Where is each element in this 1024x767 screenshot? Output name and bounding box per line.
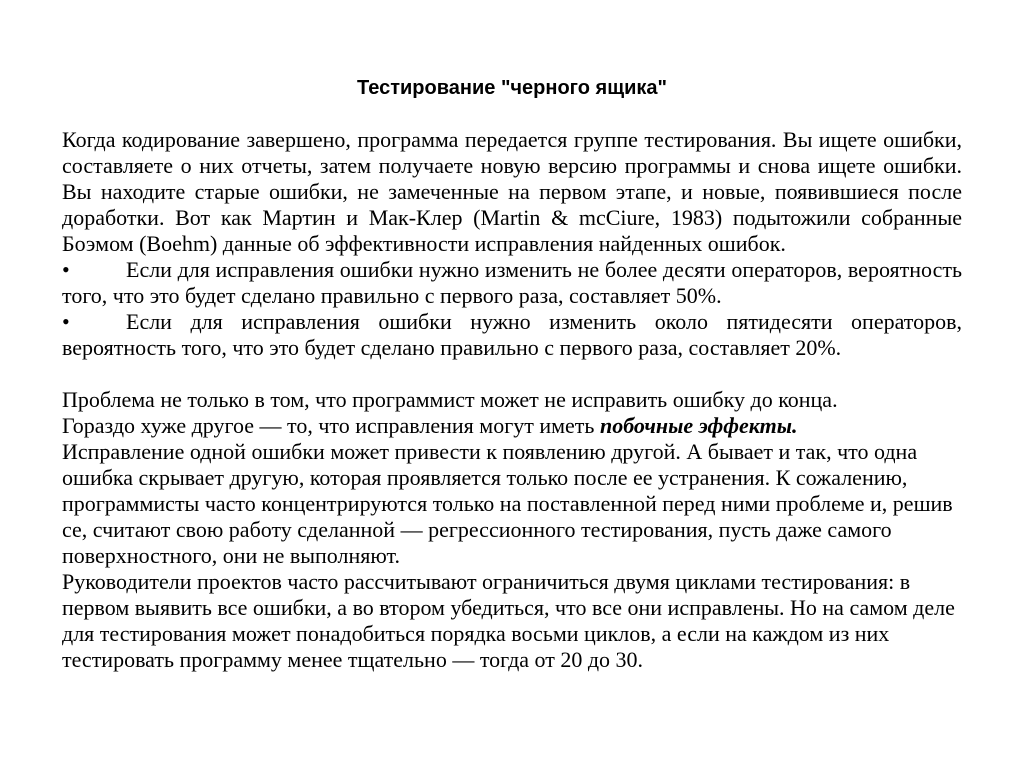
managers-paragraph: Руководители проектов часто рассчитывают ограничиться двумя циклами тестирования: в первом выявить все ошибки, а во втором убедиться, что все они исправлены. Но на самом деле для тестирования может понадобиться порядка восьми циклов, а если на каждом из них тестировать программу менее тщательно — тогда от 20 до 30. (62, 569, 955, 672)
problem-rest: Исправление одной ошибки может привести к появлению другой. А бывает и так, что одна ошибка скрывает другую, которая проявляется только после ее устранения. К сожалению, программисты часто концентрируются только на поставленной перед ними проблеме и, решив се, считают свою работу сделанной — регрессионного тестирования, пусть даже самого поверхностного, они не выполняют. (62, 439, 953, 568)
paragraph-gap (62, 361, 962, 387)
slide-title: Тестирование "черного ящика" (357, 77, 667, 99)
bullet-item (62, 257, 962, 309)
bullet-item (62, 309, 962, 361)
problem-line-2: Гораздо хуже другое — то, что исправления могут иметь (62, 413, 600, 438)
slide-body (62, 127, 962, 673)
intro-paragraph: Когда кодирование завершено, программа передается группе тестирования. Вы ищете ошибки, составляете о них отчеты, затем получаете новую версию программы и снова ищете ошибки. Вы находите старые ошибки, не замеченные на первом этапе, и новые, появившиеся после доработки. Вот как Мартин и Мак-Клер (Martin & mcCiure, 1983) подытожили собранные Боэмом (Boehm) данные об эффективности исправления найденных ошибок. (62, 127, 962, 256)
bullet-text: Если для исправления ошибки нужно изменить не более десяти операторов, вероятность того, что это будет сделано правильно с первого раза, составляет 50%. (62, 257, 962, 308)
problem-line-1: Проблема не только в том, что программист может не исправить ошибку до конца. (62, 387, 838, 412)
bullet-icon: • (62, 257, 70, 282)
problem-paragraph (62, 387, 962, 569)
side-effects-emphasis: побочные эффекты. (599, 413, 798, 438)
bullet-icon: • (62, 309, 70, 334)
bullet-text: Если для исправления ошибки нужно изменить около пятидесяти операторов, вероятность того, что это будет сделано правильно с первого раза, составляет 20%. (62, 309, 962, 360)
